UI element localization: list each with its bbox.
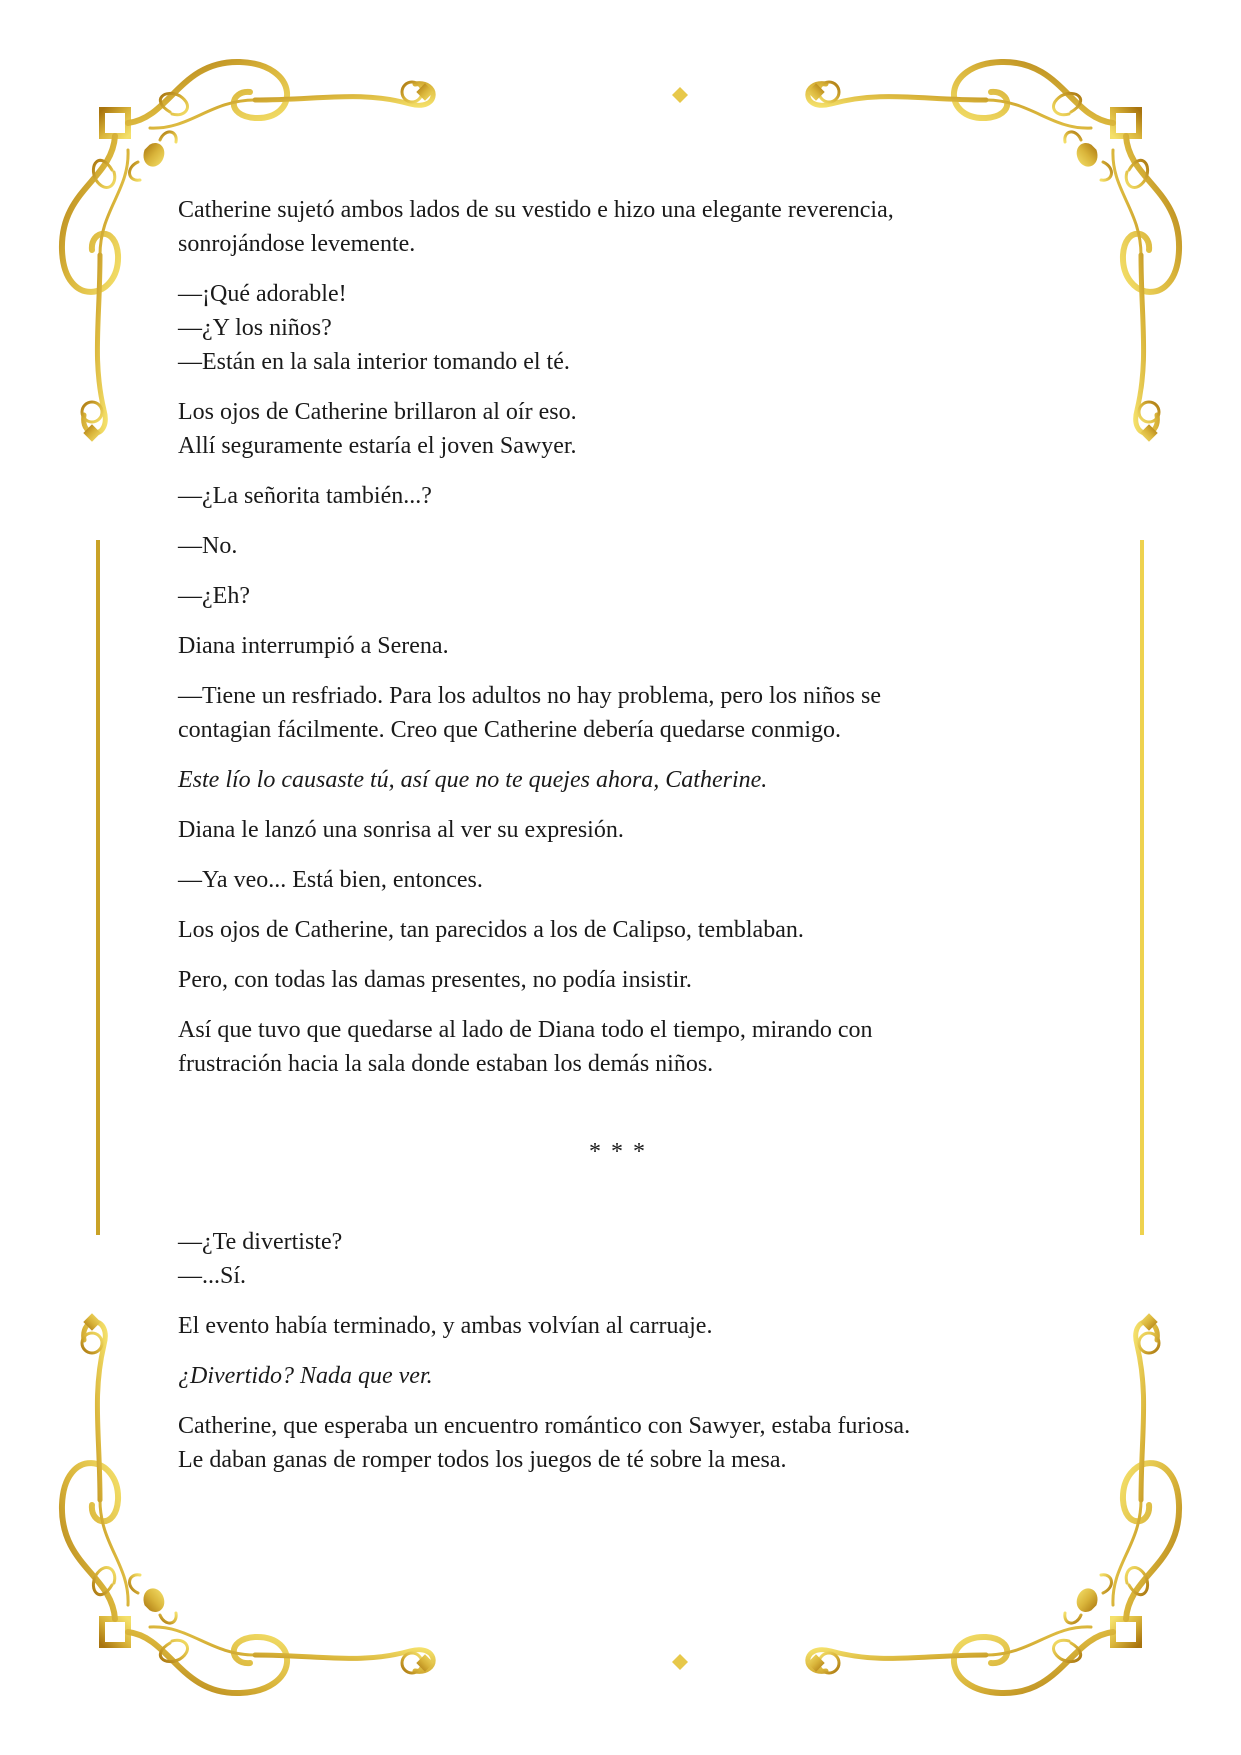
- dialogue-line: —¿Eh?: [178, 583, 250, 609]
- paragraph: Diana interrumpió a Serena.: [178, 633, 449, 659]
- scene-separator: * * *: [589, 1139, 647, 1165]
- dialogue-line: —Ya veo... Está bien, entonces.: [178, 867, 483, 893]
- italic-thought: Este lío lo causaste tú, así que no te quejes ahora, Catherine.: [178, 767, 768, 793]
- document-body: [178, 193, 1058, 1493]
- italic-thought: ¿Divertido? Nada que ver.: [178, 1363, 433, 1389]
- paragraph: Así que tuvo que quedarse al lado de Diana todo el tiempo, mirando con frustración hacia la sala donde estaban los demás niños.: [178, 1017, 873, 1077]
- paragraph: El evento había terminado, y ambas volvían al carruaje.: [178, 1313, 713, 1339]
- dialogue-line: —No.: [178, 533, 238, 559]
- dialogue-block: —¿Te divertiste? —...Sí.: [178, 1229, 343, 1289]
- dialogue-block: —¡Qué adorable! —¿Y los niños? —Están en la sala interior tomando el té.: [178, 281, 570, 375]
- paragraph: Diana le lanzó una sonrisa al ver su expresión.: [178, 817, 624, 843]
- paragraph: Catherine sujetó ambos lados de su vestido e hizo una elegante reverencia, sonrojándose levemente.: [178, 197, 894, 257]
- paragraph: Los ojos de Catherine brillaron al oír eso. Allí seguramente estaría el joven Sawyer.: [178, 399, 577, 459]
- paragraph: Catherine, que esperaba un encuentro romántico con Sawyer, estaba furiosa. Le daban ganas de romper todos los juegos de té sobre la mesa.: [178, 1413, 911, 1473]
- paragraph: Pero, con todas las damas presentes, no podía insistir.: [178, 967, 692, 993]
- paragraph: Los ojos de Catherine, tan parecidos a los de Calipso, temblaban.: [178, 917, 804, 943]
- dialogue-line: —Tiene un resfriado. Para los adultos no hay problema, pero los niños se contagian fácilmente. Creo que Catherine debería quedarse conmigo.: [178, 683, 881, 743]
- dialogue-line: —¿La señorita también...?: [178, 483, 432, 509]
